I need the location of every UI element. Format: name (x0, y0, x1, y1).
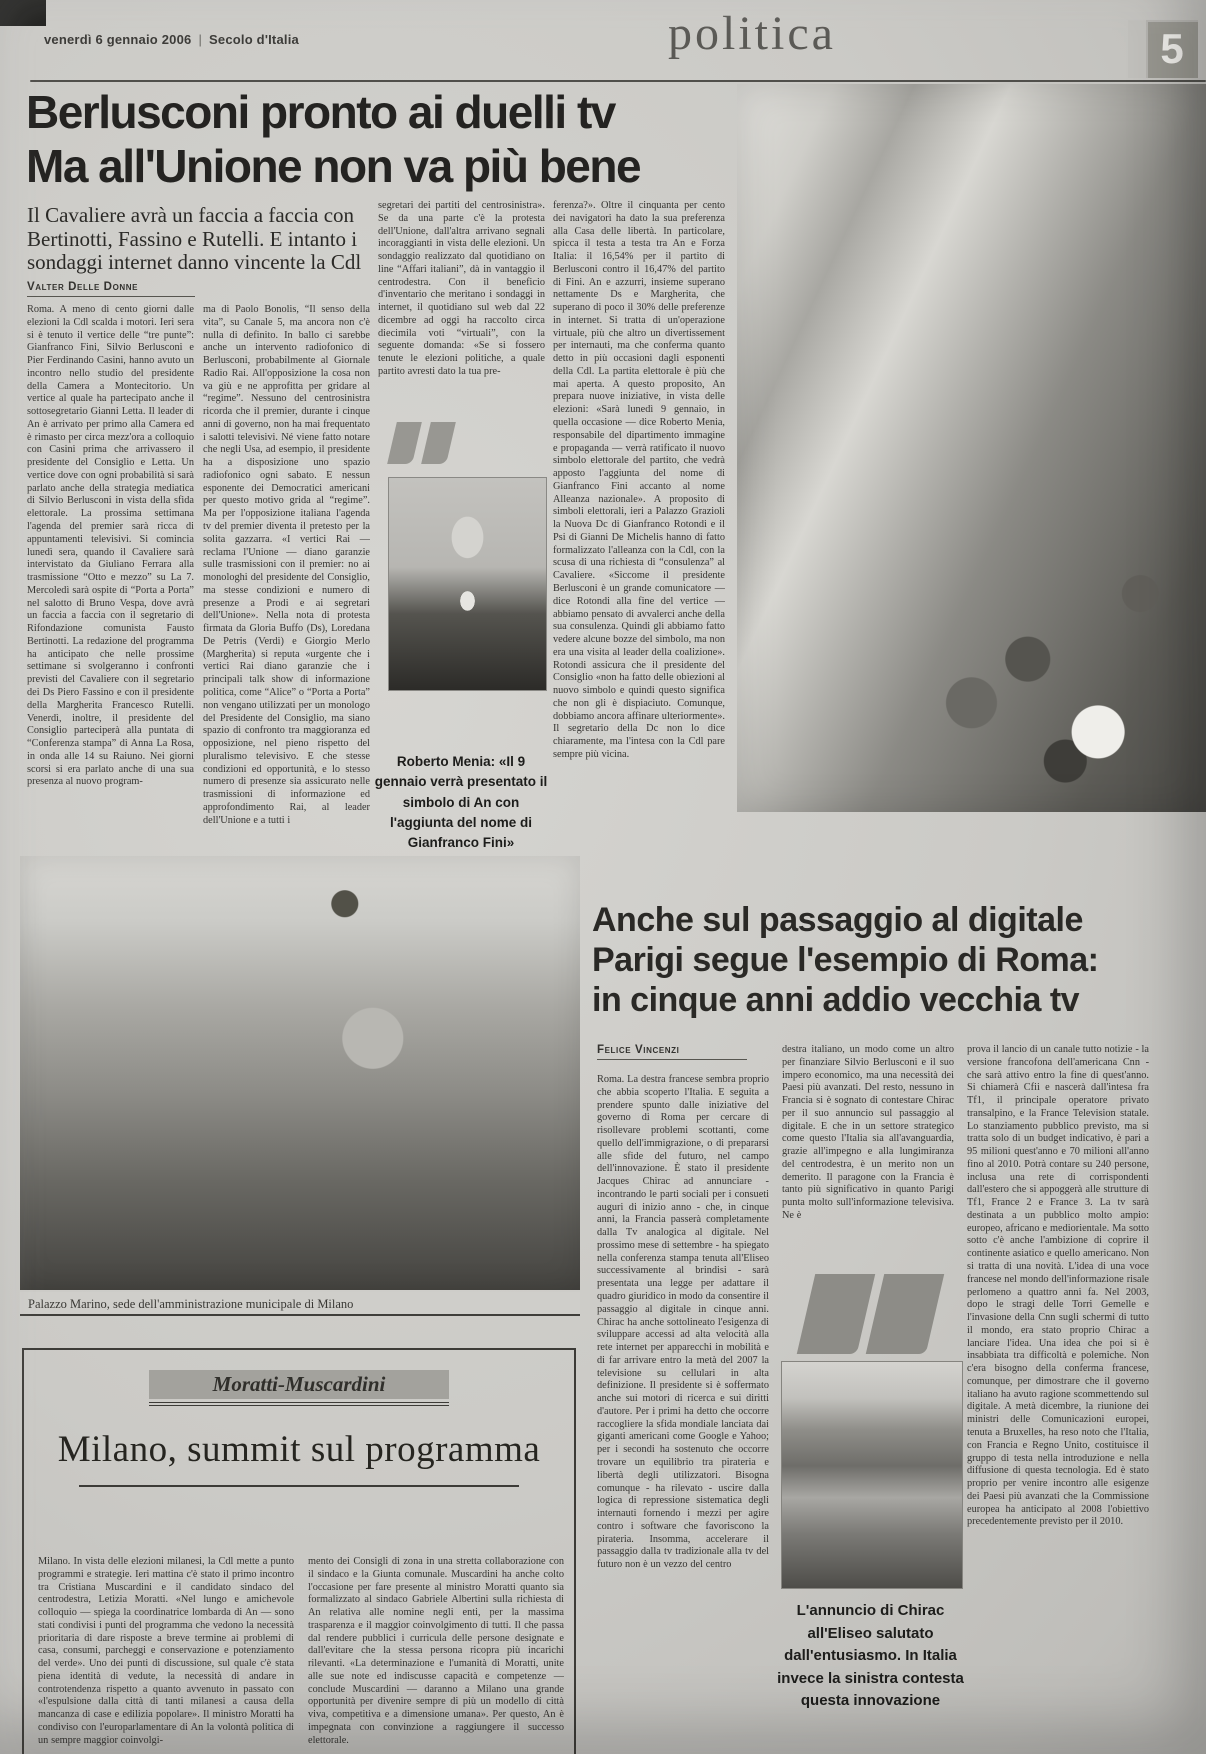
date-text: venerdì 6 gennaio 2006 (44, 32, 192, 47)
quote-icon (806, 1274, 935, 1354)
milan-article-column-2: mento dei Consigli di zona in una stretta collaborazione con il sindaco e la Giunta comunale. Muscardini ha anche colto l'occasione per fare presente al ministro Moratti quanto sia formalizzato al sindaco Gabriele Albertini sulla richiesta di An relativa alle nomine negli enti, per la massima trasparenza e il maggior coinvolgimento di tutti. Il che passa dal rendere pubblici i curricula delle persone designate e dall'evitare che la stessa persona ricopra più incarichi rilevanti. «La determinazione e l'umanità di Moratti, unite alle sue note ed indiscusse capacità e competenze — conclude Muscardini — daranno a Milano una grande opportunità per divenire sempre di più un modello di città viva, competitiva e a dimensione umana». Per questo, An è impegnata con convinzione a raggiungere il successo elettorale. (308, 1556, 564, 1746)
digital-article-column-1: Roma. La destra francese sembra proprio che abbia scoperto l'Italia. E seguita a prendere spunto dalle iniziative del governo di Roma per cercare di risollevare problemi scottanti, come quello dell'immigrazione, o di prepararsi alle sfide del futuro, nel campo dell'innovazione. È stato il presidente Jacques Chirac ad annunciare - incontrando le parti sociali per i consueti auguri di inizio anno - che, in cinque anni, la Francia passerà completamente dalla Tv analogica al digitale. Nel prossimo mese di settembre - ha spiegato nella conferenza stampa tenuta all'Eliseo successivamente al brindisi - sarà presentata una legge per adattare il quadro giuridico in modo da consentire il passaggio al digitale in cinque anni. Chirac ha anche sottolineato l'esigenza di sviluppare accessi ad alta velocità alla rete internet per apparecchi in mobilità e di far arrivare entro la metà del 2007 la televisione su cellulari in alta definizione. Il presidente si è soffermato anche sui motori di ricerca e sui diritti d'autore. Per i primi ha detto che occorre raccogliere la sfida mondiale lanciata dai giganti americani come Google e Yahoo; per i secondi ha sostenuto che occorre trovare un equilibrio tra pirateria e libertà degli utilizzatori. Bisogna comunque - ha rilevato - uscire dalla logica di repressione sistematica degli internauti fornendo i mezzi per agire contro i software che favoriscono la pirateria. Insomma, accelerare il passaggio dalla tv tradizionale alla tv del futuro non è un vezzo del centro (597, 1074, 769, 1571)
digital-headline (592, 901, 1099, 1020)
masthead: Secolo d'Italia (209, 32, 299, 47)
dateline-separator: | (198, 32, 203, 47)
dateline (44, 32, 299, 47)
digital-article-column-2: destra italiano, un modo come un altro per finanziare Silvio Berlusconi e il suo impero economico, ma una necessità dei Paesi più avanzati. Del resto, nessuno in Francia si è sognato di contestare Chirac per il suo annuncio sul passaggio al digitale. E che in un settore strategico come questo l'Italia sia all'avanguardia, grazie all'impegno e alla lungimiranza del centrodestra, è un merito non un demerito. Il paragone con la Francia è tanto più significativo in quanto Parigi punta molto sull'informazione televisiva. Ne è (782, 1044, 954, 1221)
page-number-box (1128, 20, 1198, 78)
main-standfirst: Il Cavaliere avrà un faccia a faccia con Bertinotti, Fassino e Rutelli. E intanto i sondaggi internet danno vincente la Cdl (27, 203, 362, 275)
main-headline (26, 86, 640, 194)
digital-headline-line2: Parigi segue l'esempio di Roma: (592, 940, 1099, 979)
digital-headline-line3: in cinque anni addio vecchia tv (592, 980, 1080, 1019)
chirac-photo-caption: L'annuncio di Chirac all'Eliseo salutato dall'entusiasmo. In Italia invece la sinistra contesta questa innovazione (777, 1602, 964, 1709)
main-headline-line1: Berlusconi pronto ai duelli tv (26, 86, 615, 138)
main-article-column-3: segretari dei partiti del centrosinistra». Se da una parte c'è la protesta dell'Unione, dall'altra arrivano segnali incoraggianti in vista delle elezioni. Un sondaggio realizzato dal quotidiano on line “Affari italiani”, dà in vantaggio il centrodestra. Con il beneficio d'inventario che meritano i sondaggi in internet, il quotidiano sul web dal 22 dicembre ad oggi ha raccolto circa diecimila voti “virtuali”, con la seguente domanda: «Se si fossero tenute le elezioni politiche, a quale partito avresti dato la tua pre- (378, 200, 545, 377)
section-title: politica (668, 7, 836, 60)
palazzo-marino-photo (20, 856, 580, 1290)
main-byline: Valter Delle Donne (27, 281, 195, 297)
roberto-menia-photo (389, 478, 546, 690)
digital-headline-line1: Anche sul passaggio al digitale (592, 901, 1083, 939)
digital-article-column-3: prova il lancio di un canale tutto notizie - la versione francofona dell'americana Cnn - che sarà attivo entro la fine di quest'anno. Si chiamerà Cfii e nascerà dall'intesa fra Tf1, il principale operatore privato transalpino, e la France Television statale. Lo stanziamento pubblico previsto, ma si tratta solo di un budget indicativo, è pari a 95 milioni quest'anno e 70 milioni all'anno fino al 2010. Potrà contare su 240 persone, inclusa una rete di corrispondenti dall'estero che si appoggerà alle strutture di Tf1, France 2 e France 3. La tv sarà destinata a un pubblico molto ampio: europeo, africano e mediorientale. Ma sotto sotto c'è anche l'ambizione di coprire il continente asiatico e quello americano. Non si tratta di una novità. L'idea di una voce francese nel mondo dell'informazione risale perlomeno a quattro anni fa. Nel 2003, dopo le stragi delle Torri Gemelle e l'invasione della Cnn sugli schermi di tutto il mondo, era stato proprio Chirac a lanciare l'idea. Una idea che poi si è insabbiata tra difficoltà e polemiche. Non c'era bisogno della conferma francese, comunque, per dimostrare che il governo italiano ha avuto ragione scommettendo sul digitale. A metà dicembre, la riunione dei ministri delle Comunicazioni europei, tenuta a Bruxelles, ha reso noto che l'Italia, con Francia e Regno Unito, costituisce il gruppo di testa nella introduzione e nella diffusione di questa tecnologia. Ed è stato proprio per venire incontro alle esigenze dei Paesi più avanzati che la Commissione europea ha anticipato al 2008 l'obiettivo precedentemente previsto per il 2010. (967, 1044, 1149, 1528)
milan-kicker-rule (149, 1402, 449, 1406)
milan-headline: Milano, summit sul programma (57, 1429, 541, 1470)
main-article-column-1: Roma. A meno di cento giorni dalle elezioni la Cdl scalda i motori. Ieri sera si è tenuto il vertice delle “tre punte”: Gianfranco Fini, Silvio Berlusconi e Pier Ferdinando Casini, hanno avuto un incontro nello studio del presidente della Camera a Montecitorio. Un vertice al quale ha partecipato anche il sottosegretario Gianni Letta. Il leader di An è arrivato per primo alla Camera ed è rimasto per circa mezz'ora a colloquio con Casini prima che arrivassero il presidente del Consiglio e Letta. Un vertice dove con ogni probabilità si sarà parlato anche della strategia mediatica di Silvio Berlusconi in vista della sfida elettorale. La prossima settimana l'agenda del premier sarà ricca di appuntamenti televisivi. Si comincia lunedì sera, quando il Cavaliere sarà intervistato da Giuliano Ferrara alla trasmissione “Otto e mezzo” su La 7. Mercoledì sarà ospite di “Porta a Porta” nel salotto di Bruno Vespa, dove avrà un faccia a faccia con il segretario di Rifondazione comunista Fausto Bertinotti. La redazione del programma ha anticipato che nelle prossime settimane si svolgeranno i confronti previsti del Cavaliere con il segretario dei Ds Piero Fassino e con il presidente della Margherita Francesco Rutelli. Venerdì, inoltre, il presidente del Consiglio parteciperà alla puntata di “Conferenza stampa” di Anna La Rosa, in onda alle 14 su Raiuno. Nei giorni scorsi si era parlato anche di una sua presenza al nuovo program- (27, 304, 194, 788)
crowd-flags-photo (737, 84, 1206, 812)
quote-icon (392, 422, 451, 464)
milan-article-box (22, 1348, 576, 1754)
page-number: 5 (1146, 20, 1198, 78)
elysee-palace-photo (782, 1362, 962, 1588)
scan-corner-mark (0, 0, 46, 26)
header-rule (30, 80, 1206, 82)
digital-byline: Felice Vincenzi (597, 1044, 747, 1060)
main-headline-line2: Ma all'Unione non va più bene (26, 139, 641, 192)
milan-kicker: Moratti-Muscardini (149, 1370, 449, 1399)
milan-headline-rule (79, 1485, 519, 1487)
palazzo-marino-caption: Palazzo Marino, sede dell'amministrazione municipale di Milano (20, 1292, 580, 1316)
menia-photo-caption: Roberto Menia: «Il 9 gennaio verrà presentato il simbolo di An con l'aggiunta del nome di Gianfranco Fini» (374, 754, 548, 850)
milan-article-column-1: Milano. In vista delle elezioni milanesi, la Cdl mette a punto programmi e strategie. Ieri mattina c'è stato il primo incontro tra Cristiana Muscardini e il candidato sindaco del centrodestra, Letizia Moratti. «Nel lungo e amichevole colloquio — spiega la coordinatrice lombarda di An — sono stati condivisi i punti del programma che vedono la necessità prioritaria di dare risposte a breve termine ai problemi di casa, consumi, parcheggi e conservazione e potenziamento del verde». Uno dei punti di discussione, sul quale c'è stata piena identità di vedute, la necessità di andare in controtendenza rispetto a quanto avvenuto in passato con «l'espulsione dalla città di tanti milanesi a causa della mancanza di case e edilizia popolare». Il ministro Moratti ha condiviso con l'europarlamentare di An la volontà politica di un sempre maggior coinvolgi- (38, 1556, 294, 1746)
main-article-column-2: ma di Paolo Bonolis, “Il senso della vita”, su Canale 5, ma ancora non c'è nulla di definito. In ballo ci sarebbe anche un intervento radiofonico di Berlusconi, probabilmente al Giornale Radio Rai. All'opposizione la cosa non va giù e ne approfitta per gridare al “regime”. Nessuno del centrosinistra ricorda che il premier, durante i cinque anni di governo, non ha mai frequentato i salotti televisivi. Né viene fatto notare che negli Usa, ad esempio, il presidente ha a disposizione uno spazio radiofonico ogni sabato. E nessun esponente dei Democratici americani per questo motivo grida al “regime”. Ma per l'opposizione italiana l'agenda tv del premier diventa il pretesto per la solita gazzarra. «I vertici Rai — reclama l'Unione — diano garanzie sulle trasmissioni con il premier: no ai monologhi del presidente del Consiglio, ma stesse condizioni e numero di presenze a Prodi e ai segretari dell'Unione». Nella nota di protesta firmata da Gloria Buffo (Ds), Loredana De Petris (Verdi) e Giorgio Merlo (Margherita) si reputa «urgente che i vertici Rai diano garanzie che i principali talk show di informazione politica, come “Alice” o “Porta a Porta” non vengano utilizzati per un monologo del Presidente del Consiglio, ma siano spazio di confronto tra maggioranza ed opposizione, nel pieno rispetto del pluralismo televisivo. E che stesse condizioni ed opportunità, e lo stesso numero di presenze sia assicurato nelle trasmissioni di informazione ed approfondimento Rai, al leader dell'Unione e a tutti i (203, 304, 370, 826)
main-article-column-4: ferenza?». Oltre il cinquanta per cento dei navigatori ha dato la sua preferenza alla Casa delle libertà. In particolare, spicca il testa a testa tra An e Forza Italia: il 16,54% per il partito di Berlusconi contro il 16,47% del partito di Fini. An e azzurri, insieme superano nettamente Ds e Margherita, che superano di poco il 30% delle preferenze in internet. Si tratta di un'operazione virtuale, più che altro un divertissement per internauti, ma che conferma quanto detto in più occasioni dagli esponenti della Cdl. La partita elettorale è più che mai aperta. A questo proposito, An prepara nuove iniziative, in vista delle elezioni: «Sarà lunedì 9 gennaio, in quella occasione — dice Roberto Menia, responsabile del dipartimento immagine e propaganda — verrà ratificato il nuovo simbolo elettorale del partito, che vedrà apposto l'aggiunta del nome di Gianfranco Fini accanto al nome Alleanza nazionale». A proposito di simboli elettorali, ieri a Palazzo Grazioli la Nuova Dc di Gianfranco Rotondi e il Psi di Gianni De Michelis hanno di fatto formalizzato l'alleanza con la Cdl, con la scusa di una richiesta di “consulenza” al Cavaliere. «Siccome il presidente Berlusconi è un grande comunicatore — dice Rotondi alla fine del vertice — abbiamo pensato di avvalerci anche della sua consulenza. Quindi gli abbiamo fatto vedere alcune bozze del simbolo, ma non era una visita al leader della coalizione». Rotondi assicura che il presidente del Consiglio «non ha fatto delle obiezioni al nuovo simbolo e quindi questo significa che non gli è dispiaciuto. Comunque, dobbiamo ancora affinare ulteriormente». Il segretario della Dc non lo dice chiaramente, ma l'intesa con la Cdl pare sempre più vicina. (553, 200, 725, 760)
